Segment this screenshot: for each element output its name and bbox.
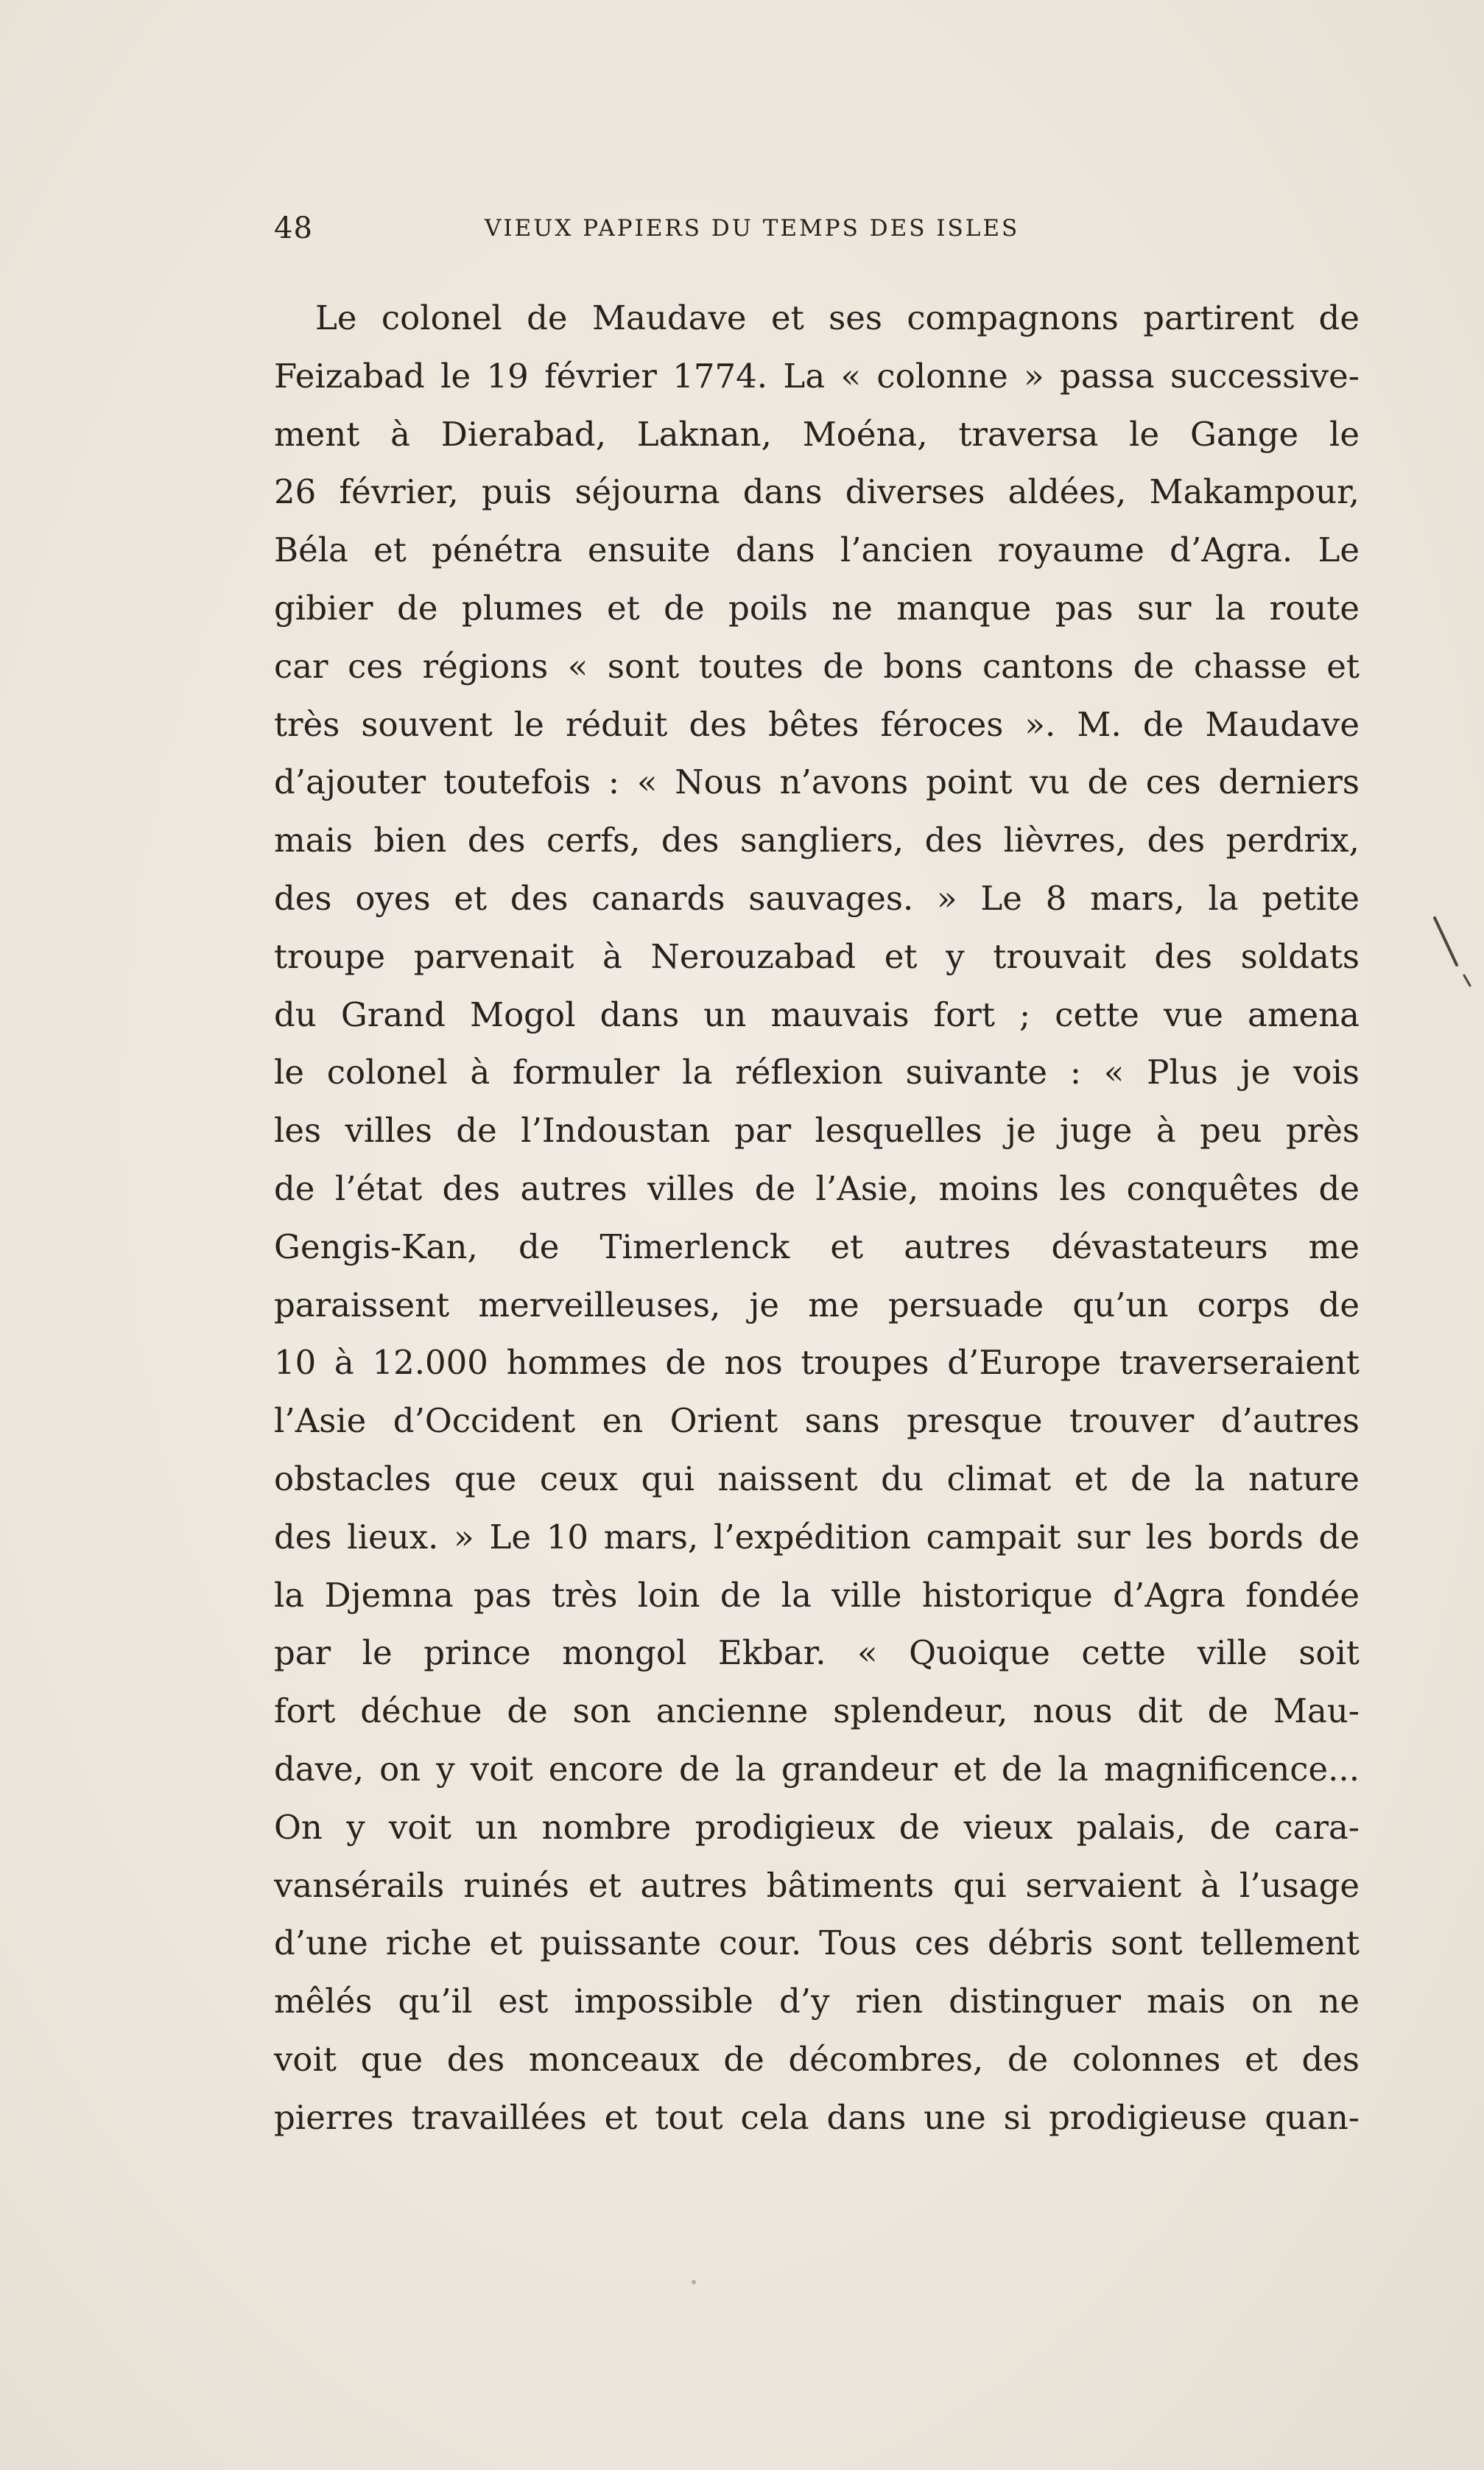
text-line: d’une riche et puissante cour. Tous ces débris sont tellement: [274, 1923, 1360, 1963]
text-line: On y voit un nombre prodigieux de vieux palais, de cara-: [274, 1807, 1360, 1847]
text-line: gibier de plumes et de poils ne manque pas sur la route: [274, 588, 1360, 628]
text-line: Béla et pénétra ensuite dans l’ancien royaume d’Agra. Le: [274, 530, 1360, 570]
text-line: obstacles que ceux qui naissent du climat et de la nature: [274, 1459, 1360, 1498]
running-head: [274, 206, 1360, 250]
margin-pencil-mark: [1432, 913, 1476, 1002]
text-line: d’ajouter toutefois : « Nous n’avons point vu de ces derniers: [274, 762, 1360, 802]
body-text: [274, 290, 1360, 2147]
text-line: voit que des monceaux de décombres, de colonnes et des: [274, 2039, 1360, 2079]
text-line: mais bien des cerfs, des sangliers, des lièvres, des perdrix,: [274, 821, 1360, 860]
text-line: pierres travaillées et tout cela dans une si prodigieuse quan-: [274, 2097, 1360, 2137]
text-line: Feizabad le 19 février 1774. La « colonne » passa successive-: [274, 356, 1360, 396]
text-line: de l’état des autres villes de l’Asie, moins les conquêtes de: [274, 1168, 1360, 1208]
text-line: troupe parvenait à Nerouzabad et y trouvait des soldats: [274, 936, 1360, 976]
text-line: 10 à 12.000 hommes de nos troupes d’Europe traverseraient: [274, 1343, 1360, 1383]
text-line: paraissent merveilleuses, je me persuade qu’un corps de: [274, 1285, 1360, 1325]
text-line: fort déchue de son ancienne splendeur, nous dit de Mau-: [274, 1691, 1360, 1731]
paper-speck: [690, 2278, 697, 2286]
running-title: VIEUX PAPIERS DU TEMPS DES ISLES: [485, 215, 1020, 242]
text-line: le colonel à formuler la réflexion suivante : « Plus je vois: [274, 1053, 1360, 1092]
text-line: 26 février, puis séjourna dans diverses aldées, Makampour,: [274, 472, 1360, 512]
text-line: car ces régions « sont toutes de bons cantons de chasse et: [274, 646, 1360, 686]
text-line: Gengis-Kan, de Timerlenck et autres dévastateurs me: [274, 1227, 1360, 1266]
text-line: très souvent le réduit des bêtes féroces ». M. de Maudave: [274, 704, 1360, 744]
text-line: Le colonel de Maudave et ses compagnons partirent de: [315, 298, 1360, 337]
text-line: des oyes et des canards sauvages. » Le 8 mars, la petite: [274, 878, 1360, 918]
text-line: du Grand Mogol dans un mauvais fort ; cette vue amena: [274, 994, 1360, 1034]
text-line: par le prince mongol Ekbar. « Quoique cette ville soit: [274, 1633, 1360, 1673]
text-line: ment à Dierabad, Laknan, Moéna, traversa le Gange le: [274, 414, 1360, 454]
text-line: l’Asie d’Occident en Orient sans presque trouver d’autres: [274, 1401, 1360, 1441]
text-line: les villes de l’Indoustan par lesquelles je juge à peu près: [274, 1111, 1360, 1151]
text-line: des lieux. » Le 10 mars, l’expédition campait sur les bords de: [274, 1517, 1360, 1557]
text-line: vansérails ruinés et autres bâtiments qui servaient à l’usage: [274, 1865, 1360, 1905]
text-line: dave, on y voit encore de la grandeur et de la magnificence...: [274, 1749, 1360, 1789]
page-number: 48: [274, 211, 313, 245]
text-line: mêlés qu’il est impossible d’y rien distinguer mais on ne: [274, 1982, 1360, 2021]
text-line: la Djemna pas très loin de la ville historique d’Agra fondée: [274, 1575, 1360, 1615]
